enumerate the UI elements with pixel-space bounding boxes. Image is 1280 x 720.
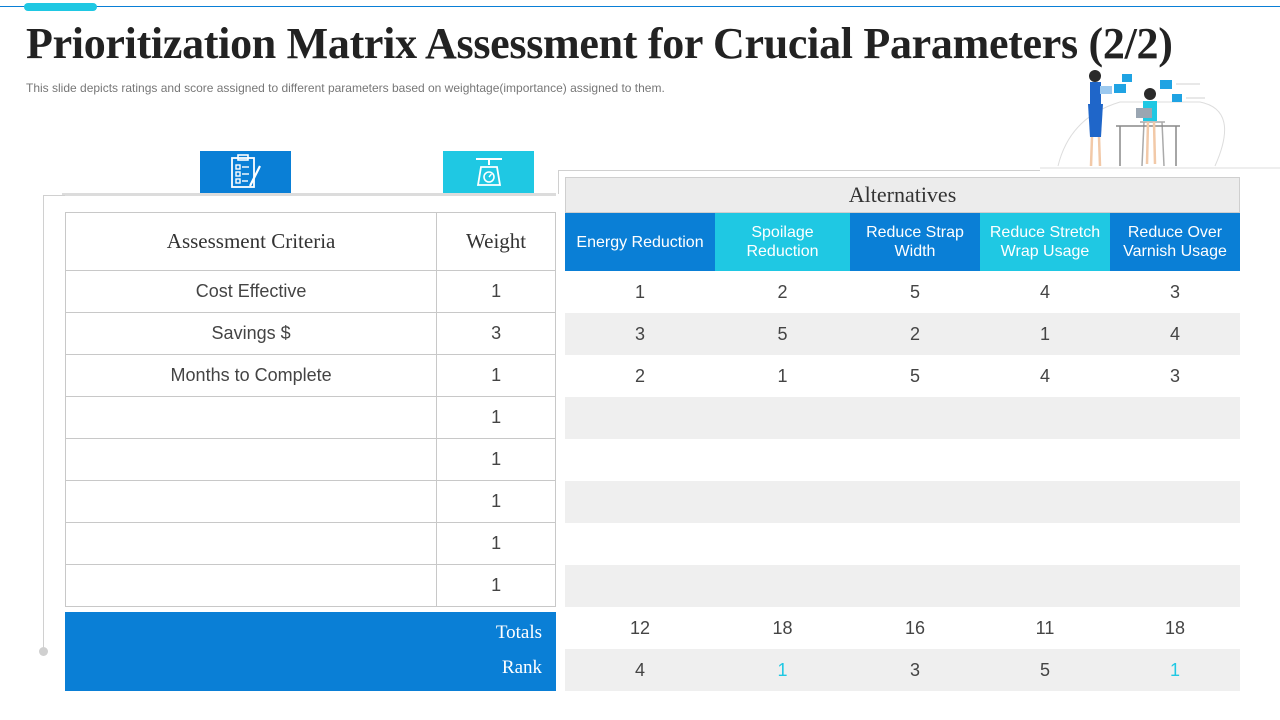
score-cell	[715, 565, 850, 607]
score-cell	[980, 481, 1110, 523]
score-cell: 4	[1039, 365, 1050, 386]
score-row	[565, 313, 1240, 355]
criteria-table	[65, 212, 556, 607]
rank-cell-top: 1	[1169, 659, 1180, 680]
score-cell	[1110, 565, 1240, 607]
score-cell	[565, 523, 715, 565]
score-cell: 2	[634, 365, 645, 386]
rank-cell-top: 1	[777, 659, 788, 680]
connector-left-h	[43, 195, 65, 196]
score-cell	[565, 481, 715, 523]
score-cell	[715, 523, 850, 565]
score-cell	[980, 565, 1110, 607]
criteria-header-row	[66, 213, 556, 271]
connector-top	[62, 193, 556, 196]
score-cell	[715, 481, 850, 523]
alt-col-energy-reduction: Energy Reduction	[565, 213, 715, 271]
weight-cell: 1	[437, 397, 556, 439]
score-cell: 5	[777, 323, 788, 344]
score-cell	[980, 523, 1110, 565]
score-row	[565, 439, 1240, 481]
table-row	[66, 439, 556, 481]
score-cell	[850, 523, 980, 565]
totals-rank-block	[65, 612, 556, 691]
page-subtitle: This slide depicts ratings and score assigned to different parameters based on weightage(importance) assigned to them.	[26, 81, 665, 95]
checklist-icon	[229, 154, 263, 190]
alt-col-reduce-over-varnish: Reduce Over Varnish Usage	[1110, 213, 1240, 271]
table-row	[66, 397, 556, 439]
checklist-tab	[200, 151, 291, 193]
score-cell: 1	[1039, 323, 1050, 344]
rank-cell: 4	[634, 659, 645, 680]
total-cell: 12	[629, 617, 651, 638]
score-cell: 4	[1039, 281, 1050, 302]
alt-col-reduce-strap-width: Reduce Strap Width	[850, 213, 980, 271]
score-cell	[850, 481, 980, 523]
table-row	[66, 313, 556, 355]
totals-row	[565, 608, 1240, 648]
top-rule	[0, 6, 1280, 7]
weight-header: Weight	[437, 213, 556, 271]
score-row	[565, 565, 1240, 607]
score-cell: 2	[777, 281, 788, 302]
alternatives-header: Alternatives	[565, 177, 1240, 213]
score-cell: 1	[634, 281, 645, 302]
criteria-cell: Savings $	[66, 313, 437, 355]
connector-dot	[39, 647, 48, 656]
weight-cell: 1	[437, 355, 556, 397]
score-cell	[1110, 481, 1240, 523]
scale-tab	[443, 151, 534, 193]
score-cell: 4	[1169, 323, 1180, 344]
score-row	[565, 271, 1240, 313]
alternatives-columns	[565, 213, 1240, 271]
rank-cell: 3	[909, 659, 920, 680]
connector-left-v	[43, 195, 44, 651]
score-row	[565, 523, 1240, 565]
criteria-header: Assessment Criteria	[66, 213, 437, 271]
score-cell: 3	[1169, 281, 1180, 302]
score-cell	[565, 439, 715, 481]
criteria-cell: Cost Effective	[66, 271, 437, 313]
table-row	[66, 481, 556, 523]
criteria-cell	[66, 565, 437, 607]
score-cell: 3	[634, 323, 645, 344]
total-cell: 16	[904, 617, 926, 638]
score-cell	[850, 397, 980, 439]
alt-col-spoilage-reduction: Spoilage Reduction	[715, 213, 850, 271]
top-accent-bar	[24, 3, 97, 11]
score-cell: 1	[777, 365, 788, 386]
page-title: Prioritization Matrix Assessment for Crucial Parameters (2/2)	[26, 19, 1173, 68]
weight-cell: 1	[437, 271, 556, 313]
score-cell	[1110, 439, 1240, 481]
weight-cell: 1	[437, 565, 556, 607]
score-cell	[980, 439, 1110, 481]
table-row	[66, 565, 556, 607]
connector-right-v	[558, 170, 559, 194]
score-row	[565, 397, 1240, 439]
criteria-cell	[66, 397, 437, 439]
total-cell: 11	[1035, 617, 1055, 638]
score-row	[565, 481, 1240, 523]
score-cell	[565, 397, 715, 439]
weight-cell: 1	[437, 439, 556, 481]
rank-label: Rank	[501, 657, 542, 678]
rank-cell: 5	[1039, 659, 1050, 680]
weight-cell: 3	[437, 313, 556, 355]
total-cell: 18	[1164, 617, 1186, 638]
score-cell	[715, 397, 850, 439]
score-cell: 5	[909, 281, 920, 302]
score-cell	[565, 565, 715, 607]
score-row	[565, 355, 1240, 397]
score-cell	[980, 397, 1110, 439]
alt-col-reduce-stretch-wrap: Reduce Stretch Wrap Usage	[980, 213, 1110, 271]
score-cell	[850, 439, 980, 481]
criteria-cell: Months to Complete	[66, 355, 437, 397]
score-cell	[850, 565, 980, 607]
weight-cell: 1	[437, 481, 556, 523]
score-cell: 3	[1169, 365, 1180, 386]
table-row	[66, 523, 556, 565]
score-cell: 2	[909, 323, 920, 344]
criteria-cell	[66, 439, 437, 481]
weighing-scale-icon	[472, 155, 506, 189]
connector-right-h	[558, 170, 1040, 171]
totals-label: Totals	[495, 622, 542, 643]
criteria-cell	[66, 481, 437, 523]
rank-row	[565, 649, 1240, 691]
score-cell	[1110, 523, 1240, 565]
business-people-illustration	[1040, 62, 1280, 182]
score-cell	[1110, 397, 1240, 439]
score-cell: 5	[909, 365, 920, 386]
weight-cell: 1	[437, 523, 556, 565]
total-cell: 18	[772, 617, 793, 638]
criteria-cell	[66, 523, 437, 565]
table-row	[66, 271, 556, 313]
score-cell	[715, 439, 850, 481]
table-row	[66, 355, 556, 397]
